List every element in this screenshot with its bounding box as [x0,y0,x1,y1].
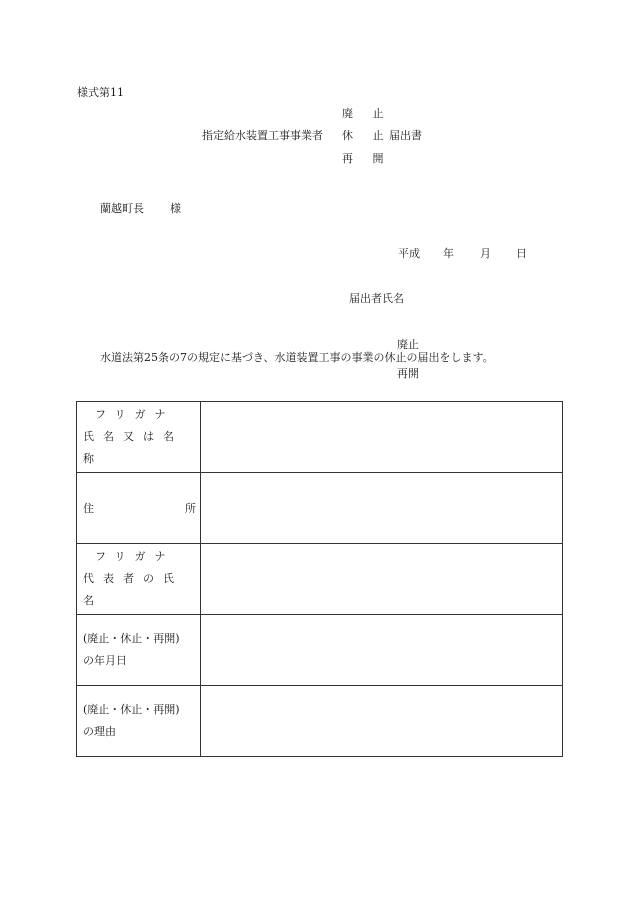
date-year-label: 年 [443,247,454,260]
document-title: 指定給水装置工事事業者 [202,129,323,142]
date-month-label: 月 [480,247,491,260]
notification-table [76,401,563,757]
name-value-cell[interactable] [201,402,563,473]
table-row-name [77,402,563,473]
applicant-name-label: 届出者氏名 [349,292,404,305]
name-label-cell [77,402,201,473]
address-label [83,500,200,516]
reason-value-cell[interactable] [201,686,563,757]
date-value-cell[interactable] [201,615,563,686]
date-era: 平成 [398,247,420,260]
table-row-reason [77,686,563,757]
type-option-abolish: 廃 止 [342,107,392,120]
date-label-bottom: の年月日 [83,654,127,667]
addressee-name: 蘭越町長 [100,202,144,215]
date-day-label: 日 [516,247,527,260]
addressee-honorific: 様 [170,202,181,215]
name-furigana-label: フリガナ [95,408,175,421]
document-title-suffix: 届出書 [389,129,422,142]
reason-label-bottom: の理由 [83,725,116,738]
representative-label-cell [77,544,201,615]
representative-furigana-label: フリガナ [95,550,175,563]
representative-label: 代表者の氏名 [83,572,183,607]
address-value-cell[interactable] [201,473,563,544]
form-number: 様式第11 [77,86,124,99]
table-row-address [77,473,563,544]
table-row-representative [77,544,563,615]
reason-label-cell [77,686,201,757]
type-option-suspend: 休 止 [342,129,392,142]
type-option-resume: 再 開 [342,152,392,165]
body-text: 水道法第25条の7の規定に基づき、水道装置工事の事業の休止の届出をします。 [100,351,494,364]
table-row-date [77,615,563,686]
date-label-cell [77,615,201,686]
body-type-resume: 再開 [397,367,419,380]
address-label-right: 所 [185,502,196,515]
body-type-abolish: 廃止 [397,338,419,351]
address-label-cell [77,473,201,544]
reason-label-top: (廃止・休止・再開) [83,703,180,716]
address-label-left: 住 [83,502,94,515]
date-label-top: (廃止・休止・再開) [83,632,180,645]
representative-value-cell[interactable] [201,544,563,615]
name-label: 氏名又は名称 [83,430,183,465]
